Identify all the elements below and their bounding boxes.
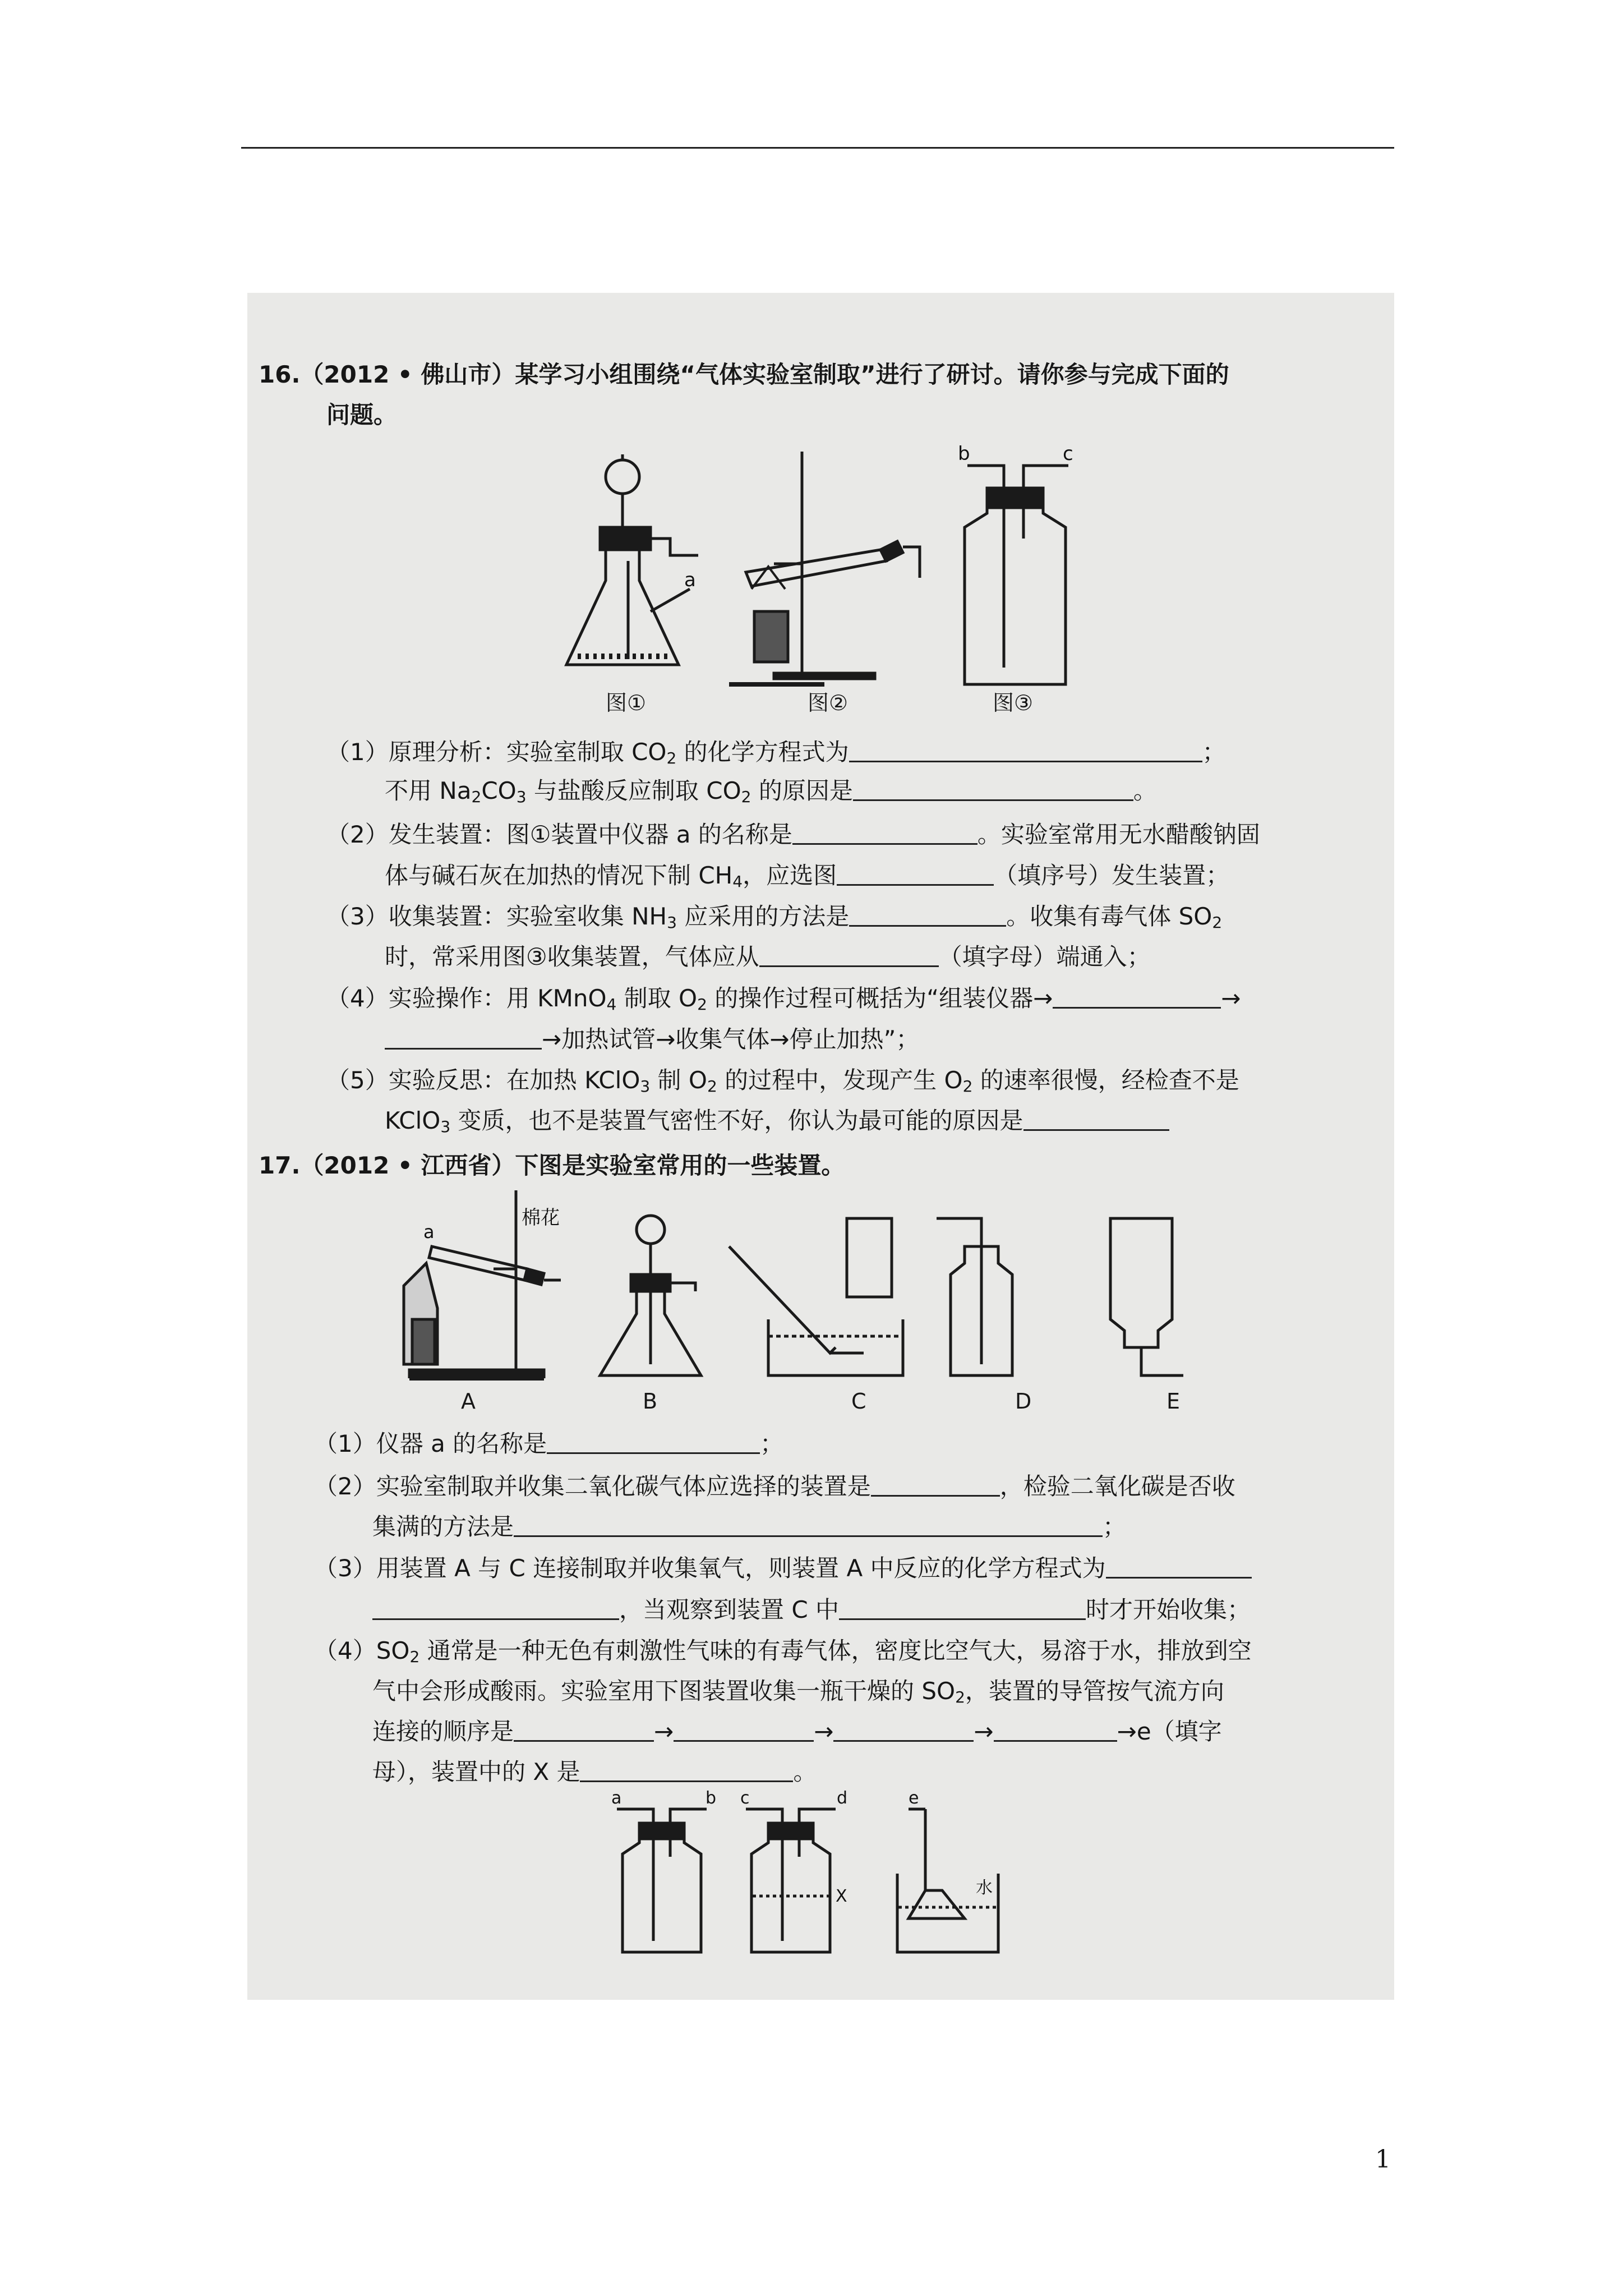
text: →加热试管→收集气体→停止加热”；	[542, 1025, 920, 1053]
text: 应采用的方法是	[676, 903, 850, 930]
answer-blank[interactable]	[849, 904, 1006, 927]
text: 制 O	[650, 1066, 707, 1094]
q17-caption-C: C	[851, 1389, 866, 1414]
text: ，应选图	[743, 862, 837, 889]
q17-part3-line2	[372, 1594, 1251, 1626]
answer-blank[interactable]	[871, 1474, 1000, 1497]
answer-blank[interactable]	[792, 822, 978, 845]
answer-blank[interactable]	[514, 1514, 1103, 1537]
q16-part1-text: （1）原理分析：实验室制取 CO	[326, 738, 667, 766]
text: 。实验室常用无水醋酸钠固	[977, 821, 1260, 848]
q17-fig2-label-water: 水	[976, 1878, 993, 1898]
q17-so2-apparatus-figure	[606, 1789, 1032, 1958]
q17-fig2-label-d: d	[837, 1789, 848, 1808]
q17-caption-E: E	[1166, 1389, 1181, 1414]
q17-part3-line1	[314, 1553, 1252, 1584]
text: （5）实验反思：在加热 KClO	[326, 1066, 640, 1094]
q16-label-c: c	[1063, 443, 1073, 465]
text: （4）SO	[314, 1637, 410, 1664]
sub: 2	[955, 1688, 965, 1706]
text: KClO	[385, 1107, 441, 1134]
text: （填序号）发生装置；	[994, 862, 1230, 889]
text: 的过程中，发现产生 O	[717, 1066, 963, 1094]
arrow: →	[814, 1718, 834, 1745]
q16-label-a: a	[684, 569, 696, 591]
text: ，检验二氧化碳是否收	[999, 1473, 1235, 1500]
text: （1）仪器 a 的名称是	[314, 1430, 547, 1457]
sub: 2	[471, 788, 482, 806]
sub: 2	[707, 1077, 717, 1096]
q17-part4-line1	[314, 1635, 1252, 1673]
answer-blank[interactable]	[674, 1719, 814, 1742]
sub: 2	[1212, 913, 1223, 932]
q16-caption-fig3: 图③	[993, 691, 1034, 715]
sub: 2	[409, 1648, 420, 1666]
arrow: →	[974, 1718, 994, 1745]
text: （填字母）端通入；	[938, 943, 1151, 970]
arrow: →	[1221, 984, 1241, 1012]
answer-blank[interactable]	[1053, 986, 1221, 1009]
text: 气中会形成酸雨。实验室用下图装置收集一瓶干燥的 SO	[372, 1677, 956, 1705]
text: （3）收集装置：实验室收集 NH	[326, 903, 667, 930]
answer-blank[interactable]	[514, 1719, 654, 1742]
text: 集满的方法是	[372, 1513, 514, 1540]
q17-fig2-label-b: b	[706, 1789, 717, 1808]
q16-part1-tail: 的化学方程式为	[676, 738, 849, 766]
answer-blank[interactable]	[580, 1759, 793, 1782]
q17-label-cotton: 棉花	[522, 1207, 560, 1229]
text: 时才开始收集；	[1086, 1596, 1251, 1623]
q16-part1-end: ；	[1202, 738, 1226, 766]
text: 体与碱石灰在加热的情况下制 CH	[385, 862, 733, 889]
text: 通常是一种无色有刺激性气味的有毒气体，密度比空气大，易溶于水，排放到空	[419, 1637, 1252, 1664]
sub: 2	[666, 749, 677, 767]
q17-heading-text: 17.（2012 • 江西省）下图是实验室常用的一些装置。	[259, 1152, 845, 1179]
text: 时，常采用图③收集装置，气体应从	[385, 943, 759, 970]
text: （3）用装置 A 与 C 连接制取并收集氧气，则装置 A 中反应的化学方程式为	[314, 1554, 1106, 1582]
answer-blank[interactable]	[547, 1431, 760, 1454]
q17-part4-line3	[372, 1716, 1222, 1747]
text: （2）发生装置：图①装置中仪器 a 的名称是	[326, 821, 792, 848]
q17-fig2-label-X: X	[836, 1887, 847, 1906]
q17-part2-line2	[372, 1511, 1126, 1543]
answer-blank[interactable]	[994, 1719, 1117, 1742]
answer-blank[interactable]	[833, 1719, 974, 1742]
answer-blank[interactable]	[849, 739, 1202, 762]
sub: 4	[606, 995, 617, 1014]
text: 。收集有毒气体 SO	[1006, 903, 1212, 930]
q17-fig2-label-e: e	[909, 1789, 919, 1808]
answer-blank[interactable]	[1106, 1556, 1252, 1579]
text: 。	[793, 1758, 817, 1786]
page-number: 1	[1375, 2145, 1391, 2174]
q16-heading-text: 16.（2012 • 佛山市）某学习小组围绕“气体实验室制取”进行了研讨。请你参与完成下面的	[259, 361, 1229, 388]
text: 变质，也不是装置气密性不好，你认为最可能的原因是	[450, 1107, 1023, 1134]
sub: 3	[667, 913, 677, 932]
sub: 4	[732, 872, 743, 891]
q17-caption-A: A	[461, 1389, 476, 1414]
q16-heading	[259, 359, 1229, 390]
answer-blank[interactable]	[837, 863, 994, 886]
q16-part1-line2	[385, 775, 1157, 813]
q17-heading	[259, 1150, 845, 1181]
header-rule	[241, 147, 1394, 149]
q17-caption-B: B	[643, 1389, 658, 1414]
text: 母），装置中的 X 是	[372, 1758, 580, 1786]
sub: 3	[516, 788, 527, 806]
text: （2）实验室制取并收集二氧化碳气体应选择的装置是	[314, 1473, 871, 1500]
q16-part4-line2	[385, 1024, 919, 1055]
q16-label-b: b	[958, 443, 970, 465]
q16-part4-line1	[326, 983, 1241, 1020]
text: ；	[1103, 1513, 1127, 1540]
q17-part4-line4	[372, 1756, 817, 1788]
q16-caption-fig2: 图②	[808, 691, 849, 715]
q17-label-a: a	[423, 1221, 435, 1243]
q16-part3-line1	[326, 901, 1222, 938]
answer-blank[interactable]	[1023, 1108, 1169, 1131]
q17-fig2-label-a: a	[611, 1789, 622, 1808]
sub: 3	[640, 1077, 651, 1096]
text: ，装置的导管按气流方向	[965, 1677, 1224, 1705]
answer-blank[interactable]	[385, 1027, 542, 1050]
text: →e（填字	[1117, 1718, 1222, 1745]
text: 不用 Na	[385, 777, 472, 804]
text: 的速率很慢，经检查不是	[972, 1066, 1239, 1094]
q16-apparatus-figure	[561, 443, 1133, 696]
q17-part4-line2	[372, 1676, 1224, 1713]
q16-heading-cont	[326, 399, 397, 431]
q17-apparatus-figure	[359, 1185, 1234, 1398]
text: 连接的顺序是	[372, 1718, 514, 1745]
text: 的原因是	[751, 777, 853, 804]
text: CO	[481, 777, 517, 804]
arrow: →	[654, 1718, 674, 1745]
text: 。	[1133, 777, 1157, 804]
sub: 2	[962, 1077, 973, 1096]
sub: 2	[741, 788, 751, 806]
sub: 2	[697, 995, 707, 1014]
q16-heading-text-2: 问题。	[326, 401, 398, 429]
q16-part2-line2	[385, 860, 1229, 898]
text: 的操作过程可概括为“组装仪器→	[707, 984, 1053, 1012]
answer-blank[interactable]	[853, 778, 1133, 801]
answer-blank[interactable]	[839, 1597, 1086, 1620]
q17-part2-line1	[314, 1471, 1235, 1502]
q16-caption-fig1: 图①	[606, 691, 647, 715]
sub: 3	[440, 1117, 451, 1136]
q16-part5-line1	[326, 1065, 1239, 1102]
q16-part2-line1	[326, 819, 1260, 850]
q16-part5-line2	[385, 1105, 1169, 1143]
q16-part3-line2	[385, 941, 1151, 973]
text: （4）实验操作：用 KMnO	[326, 984, 607, 1012]
q17-part1	[314, 1428, 783, 1460]
text: 制取 O	[616, 984, 698, 1012]
q17-fig2-label-c: c	[740, 1789, 750, 1808]
separatory-funnel-bulb	[606, 460, 639, 494]
answer-blank[interactable]	[372, 1597, 619, 1620]
q17-caption-D: D	[1015, 1389, 1032, 1414]
text: ，当观察到装置 C 中	[619, 1596, 840, 1623]
text: 与盐酸反应制取 CO	[526, 777, 741, 804]
text: ；	[760, 1430, 784, 1457]
answer-blank[interactable]	[759, 944, 939, 967]
q16-part1-line1	[326, 737, 1226, 774]
